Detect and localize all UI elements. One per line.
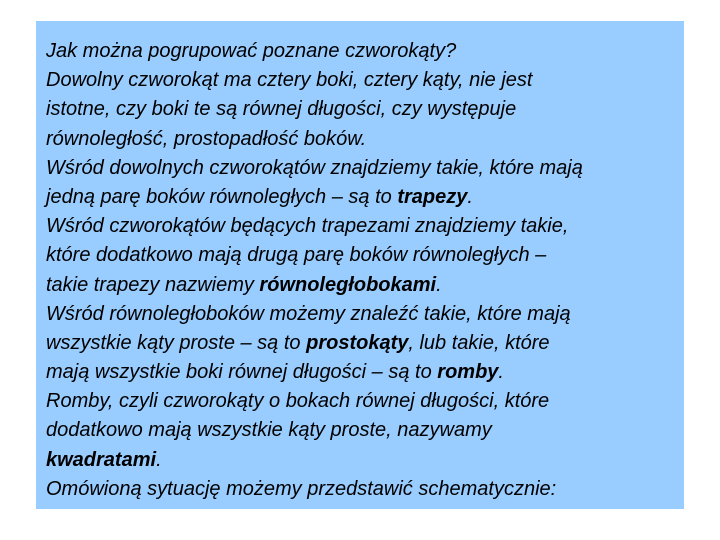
text-segment: istotne, czy boki te są równej długości, czy występuje (46, 98, 517, 121)
bold-term: trapezy (397, 185, 468, 208)
text-segment: takie trapezy nazwiemy (46, 273, 260, 296)
bold-term: prostokąty (306, 331, 409, 354)
text-segment: . (498, 361, 504, 384)
text-line (46, 329, 676, 358)
text-segment: Jak można pogrupować poznane czworokąty? (46, 40, 457, 62)
text-line (46, 154, 676, 183)
text-line (46, 446, 676, 475)
text-panel (36, 21, 684, 509)
text-segment: Romby, czyli czworokąty o bokach równej długości, które (46, 390, 550, 413)
text-line (46, 271, 676, 300)
paragraph-body (46, 37, 676, 504)
bold-term: równoległobokami (259, 273, 437, 296)
text-line (46, 37, 676, 66)
text-segment: dodatkowo mają wszystkie kąty proste, nazywamy (46, 419, 492, 442)
bold-term: kwadratami (46, 448, 157, 471)
text-line (46, 416, 676, 445)
text-line (46, 66, 676, 95)
text-segment: , lub takie, które (408, 331, 550, 354)
text-line (46, 300, 676, 329)
text-segment: równoległość, prostopadłość boków. (46, 127, 367, 150)
text-segment: które dodatkowo mają drugą parę boków równoległych – (46, 244, 547, 267)
text-line (46, 241, 676, 270)
text-segment: Wśród czworokątów będących trapezami znajdziemy takie, (46, 215, 569, 238)
text-line (46, 475, 676, 504)
text-segment: . (467, 185, 473, 208)
text-segment: . (156, 448, 162, 471)
text-segment: Wśród równoległoboków możemy znaleźć takie, które mają (46, 302, 571, 325)
text-segment: Wśród dowolnych czworokątów znajdziemy takie, które mają (46, 156, 583, 179)
text-segment: Dowolny czworokąt ma cztery boki, cztery kąty, nie jest (46, 69, 533, 92)
text-line (46, 387, 676, 416)
text-segment: mają wszystkie boki równej długości – są to (46, 361, 438, 384)
text-segment: . (436, 273, 442, 296)
text-line (46, 212, 676, 241)
text-segment: jedną parę boków równoległych – są to (46, 185, 398, 208)
text-line (46, 358, 676, 387)
text-line (46, 183, 676, 212)
text-line (46, 125, 676, 154)
text-segment: wszystkie kąty proste – są to (46, 331, 307, 354)
bold-term: romby (437, 361, 499, 384)
text-segment: Omówioną sytuację możemy przedstawić schematycznie: (46, 477, 557, 500)
text-line (46, 95, 676, 124)
